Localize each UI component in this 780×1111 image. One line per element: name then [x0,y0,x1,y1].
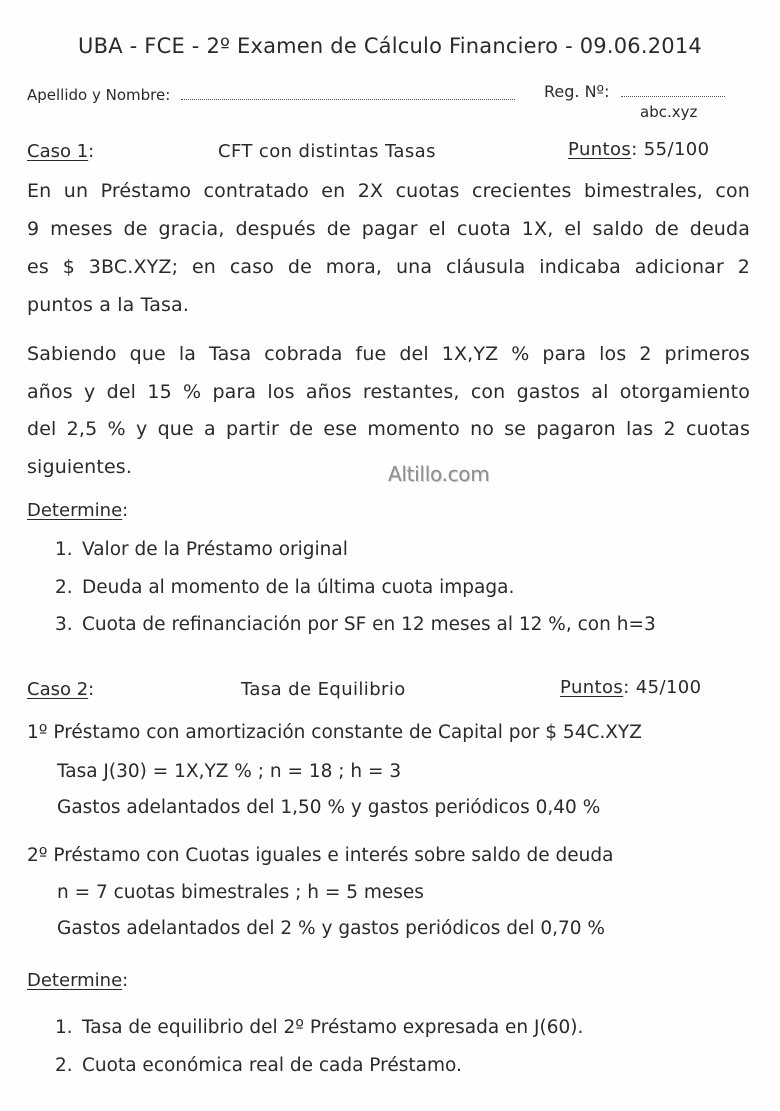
case1-para1-line: 9 meses de gracia, después de pagar el cuota 1X, el saldo de deuda [27,218,750,240]
case2-points-label: Puntos [560,677,624,698]
case1-question [55,614,656,635]
exam-title: UBA - FCE - 2º Examen de Cálculo Financiero - 09.06.2014 [78,34,702,58]
reg-id: abc.xyz [640,103,698,121]
case1-para2-line: del 2,5 % y que a partir de ese momento no se pagaron las 2 cuotas [27,418,750,440]
question-text: Deuda al momento de la última cuota impaga. [82,577,515,598]
reg-blank-line [621,95,725,97]
question-number: 2. [55,1055,73,1076]
watermark: Altillo.com [388,462,490,486]
case2-loan1-line: Gastos adelantados del 1,50 % y gastos periódicos 0,40 % [57,797,601,818]
question-text: Cuota de refinanciación por SF en 12 meses al 12 %, con h=3 [82,614,656,635]
case1-para1-line: es $ 3BC.XYZ; en caso de mora, una cláusula indicaba adicionar 2 [27,256,750,278]
case2-loan2-line: n = 7 cuotas bimestrales ; h = 5 meses [57,882,424,903]
case1-points [568,139,710,160]
case1-determine-text: Determine [27,500,123,521]
question-number: 3. [55,614,73,635]
case2-loan1-line: Tasa J(30) = 1X,YZ % ; n = 18 ; h = 3 [57,761,402,782]
case2-points-value: : 45/100 [623,677,702,698]
case1-question [55,539,348,560]
case2-determine-colon: : [122,970,129,991]
case2-label-colon: : [88,679,95,700]
question-number: 1. [55,539,73,560]
case2-loan2-line: Gastos adelantados del 2 % y gastos periódicos del 0,70 % [57,918,606,939]
case1-points-value: : 55/100 [631,139,710,160]
case2-label [27,679,94,700]
case1-label-text: Caso 1 [27,141,89,162]
case1-title: CFT con distintas Tasas [218,141,436,162]
case1-para2-line: siguientes. [27,456,133,478]
case1-para1-line: En un Préstamo contratado en 2X cuotas crecientes bimestrales, con [27,180,750,202]
case1-label-colon: : [88,141,95,162]
case1-para2-line: Sabiendo que la Tasa cobrada fue del 1X,YZ % para los 2 primeros [27,343,750,365]
reg-label: Reg. Nº: [544,82,610,101]
case1-para1-line: puntos a la Tasa. [27,294,190,316]
name-blank-line [181,98,515,100]
name-field [27,86,515,104]
case2-points [560,677,702,698]
question-text: Tasa de equilibrio del 2º Préstamo expresada en J(60). [82,1017,584,1038]
case1-question [55,577,514,598]
case2-label-text: Caso 2 [27,679,89,700]
name-label: Apellido y Nombre: [27,86,171,104]
case1-points-label: Puntos [568,139,632,160]
question-text: Cuota económica real de cada Préstamo. [82,1055,462,1076]
case2-question [55,1055,462,1076]
question-text: Valor de la Préstamo original [82,539,348,560]
reg-field [544,82,725,101]
case1-para2-line: años y del 15 % para los años restantes, con gastos al otorgamiento [27,381,750,403]
case1-determine-colon: : [122,500,129,521]
case2-loan1-line: 1º Préstamo con amortización constante de Capital por $ 54C.XYZ [27,722,642,743]
case2-determine-text: Determine [27,970,123,991]
case2-determine-label [27,970,128,991]
question-number: 1. [55,1017,73,1038]
case2-title: Tasa de Equilibrio [241,679,406,700]
case2-question [55,1017,583,1038]
case1-determine-label [27,500,128,521]
case2-loan2-line: 2º Préstamo con Cuotas iguales e interés sobre saldo de deuda [27,845,614,866]
case1-label [27,141,94,162]
question-number: 2. [55,577,73,598]
